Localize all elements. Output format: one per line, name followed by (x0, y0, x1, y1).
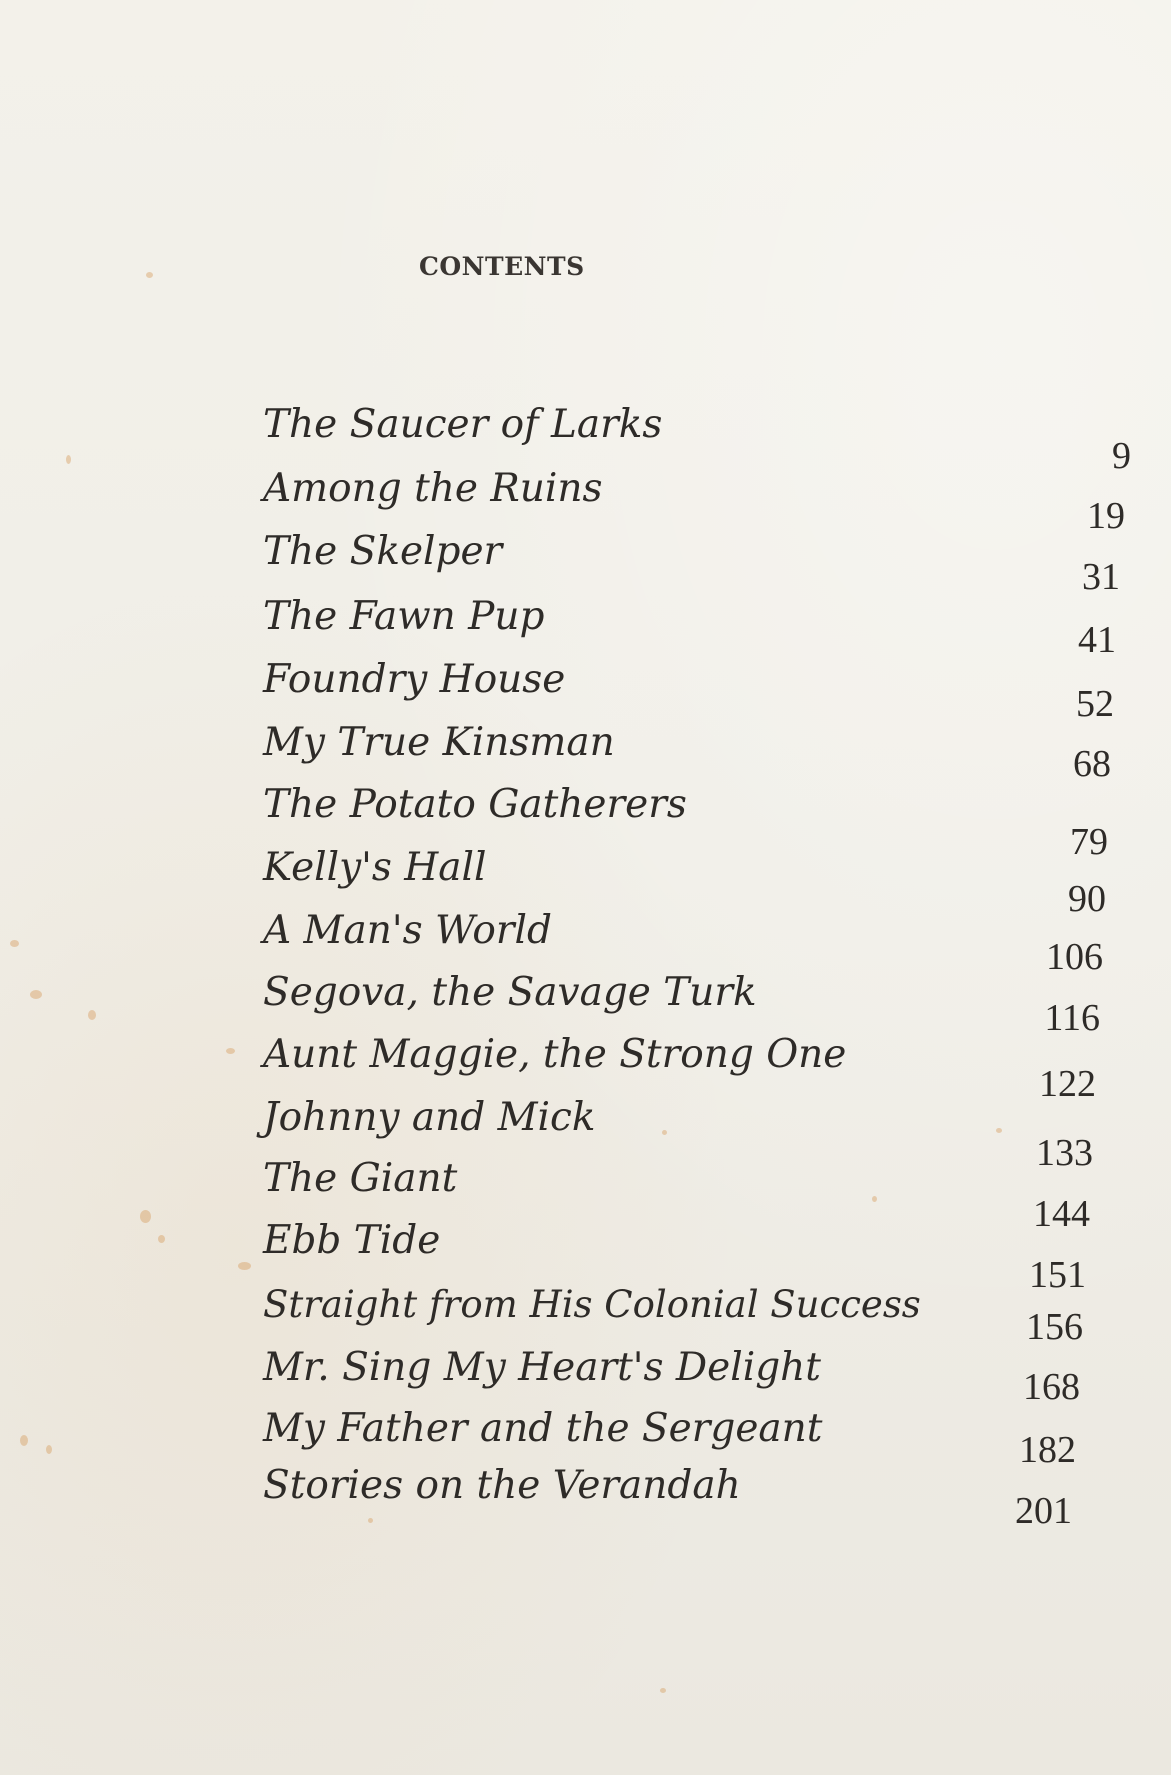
toc-entry (0, 594, 1171, 661)
story-title: Ebb Tide (263, 1218, 441, 1263)
page-number: 156 (1026, 1306, 1083, 1348)
page-number: 68 (1073, 743, 1111, 785)
toc-entry (0, 845, 1171, 920)
story-title: The Skelper (263, 529, 503, 574)
page-number: 79 (1070, 821, 1108, 863)
page-number: 144 (1033, 1193, 1090, 1235)
page-number: 116 (1044, 997, 1100, 1039)
page-number: 133 (1036, 1132, 1093, 1174)
toc-entry (0, 970, 1171, 1039)
page-number: 122 (1039, 1063, 1096, 1105)
story-title: Stories on the Verandah (263, 1463, 741, 1508)
story-title: The Fawn Pup (263, 594, 545, 639)
toc-entry (0, 782, 1171, 863)
story-title: My Father and the Sergeant (263, 1406, 823, 1451)
story-title: The Potato Gatherers (263, 782, 687, 827)
toc-entry (0, 529, 1171, 598)
toc-entry (0, 1032, 1171, 1105)
story-title: My True Kinsman (263, 720, 615, 765)
story-title: Foundry House (263, 657, 566, 702)
page-number: 168 (1023, 1366, 1080, 1408)
toc-entry (0, 1345, 1171, 1407)
toc-entry (0, 1283, 1171, 1348)
story-title: Kelly's Hall (263, 845, 487, 890)
story-title: The Saucer of Larks (263, 402, 663, 447)
page-number: 151 (1029, 1254, 1086, 1296)
page-number: 90 (1068, 878, 1106, 920)
contents-heading: CONTENTS (419, 252, 585, 281)
toc-entry (0, 1463, 1171, 1532)
toc-entry (0, 908, 1171, 978)
toc-entry (0, 657, 1171, 725)
story-title: Straight from His Colonial Success (263, 1283, 921, 1326)
toc-entry (0, 1095, 1171, 1174)
page-number: 52 (1076, 683, 1114, 725)
page-number: 31 (1082, 556, 1120, 598)
page-number: 182 (1019, 1429, 1076, 1471)
story-title: The Giant (263, 1156, 458, 1201)
story-title: Johnny and Mick (263, 1095, 596, 1140)
toc-entry (0, 1406, 1171, 1471)
toc-entry (0, 466, 1171, 537)
page-number: 19 (1087, 495, 1125, 537)
toc-entry (0, 720, 1171, 785)
page-number: 106 (1046, 936, 1103, 978)
story-title: Segova, the Savage Turk (263, 970, 757, 1015)
toc-entry (0, 1218, 1171, 1296)
page-number: 41 (1078, 619, 1116, 661)
page-number: 9 (1112, 435, 1131, 477)
page-number: 201 (1015, 1490, 1072, 1532)
story-title: Aunt Maggie, the Strong One (263, 1032, 847, 1077)
story-title: Mr. Sing My Heart's Delight (263, 1345, 821, 1390)
toc-entry (0, 1156, 1171, 1235)
story-title: A Man's World (263, 908, 552, 953)
toc-entry (0, 402, 1171, 477)
story-title: Among the Ruins (263, 466, 603, 511)
